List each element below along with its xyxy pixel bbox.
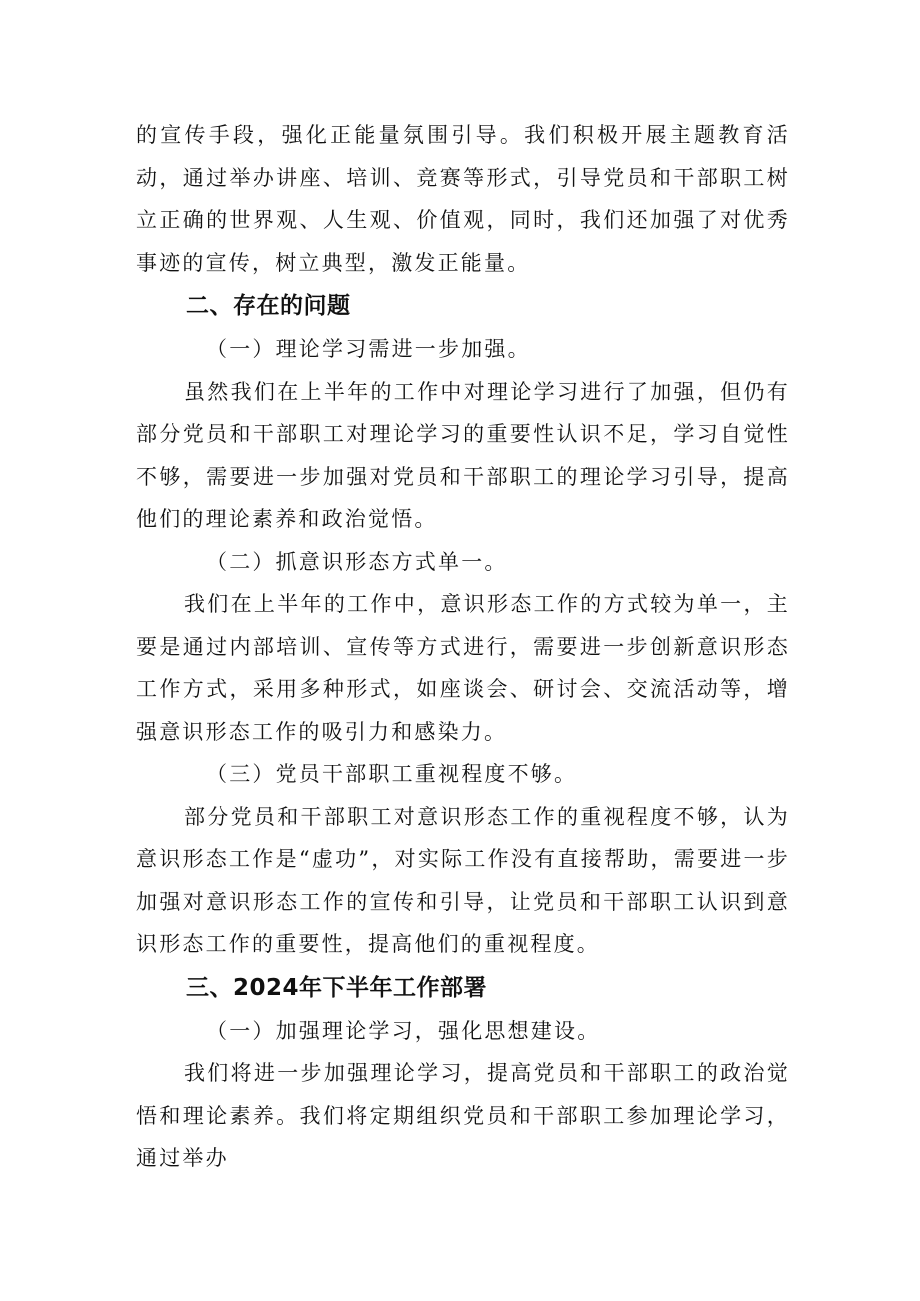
intro-paragraph: 的宣传手段，强化正能量氛围引导。我们积极开展主题教育活动，通过举办讲座、培训、竞赛等形式，引导党员和干部职工树立正确的世界观、人生观、价值观，同时，我们还加强了对优秀事迹的宣传，树立典型，激发正能量。 [136, 123, 790, 275]
document-page [136, 114, 790, 1180]
paragraph-attention-level: 部分党员和干部职工对意识形态工作的重视程度不够，认为意识形态工作是“虚功”，对实际工作没有直接帮助，需要进一步加强对意识形态工作的宣传和引导，让党员和干部职工认识到意识形态工作的重要性，提高他们的重视程度。 [136, 804, 790, 956]
section-heading-problems: 二、存在的问题 [186, 293, 351, 319]
subheading-theory-study: （一）理论学习需进一步加强。 [206, 337, 531, 361]
paragraph-strengthen-study: 我们将进一步加强理论学习，提高党员和干部职工的政治觉悟和理论素养。我们将定期组织党员和干部职工参加理论学习，通过举办 [136, 1061, 790, 1170]
subheading-strengthen-study: （一）加强理论学习，强化思想建设。 [206, 1018, 601, 1043]
paragraph-theory-study: 虽然我们在上半年的工作中对理论学习进行了加强，但仍有部分党员和干部职工对理论学习的重要性认识不足，学习自觉性不够，需要进一步加强对党员和干部职工的理论学习引导，提高他们的理论素养和政治觉悟。 [136, 379, 790, 531]
subheading-attention-level: （三）党员干部职工重视程度不够。 [206, 762, 578, 786]
subheading-ideology-method: （二）抓意识形态方式单一。 [206, 549, 508, 574]
paragraph-ideology-method: 我们在上半年的工作中，意识形态工作的方式较为单一，主要是通过内部培训、宣传等方式进行，需要进一步创新意识形态工作方式，采用多种形式，如座谈会、研讨会、交流活动等，增强意识形态工作的吸引力和感染力。 [136, 592, 790, 744]
section-heading-plan: 三、2024年下半年工作部署 [186, 974, 488, 1001]
